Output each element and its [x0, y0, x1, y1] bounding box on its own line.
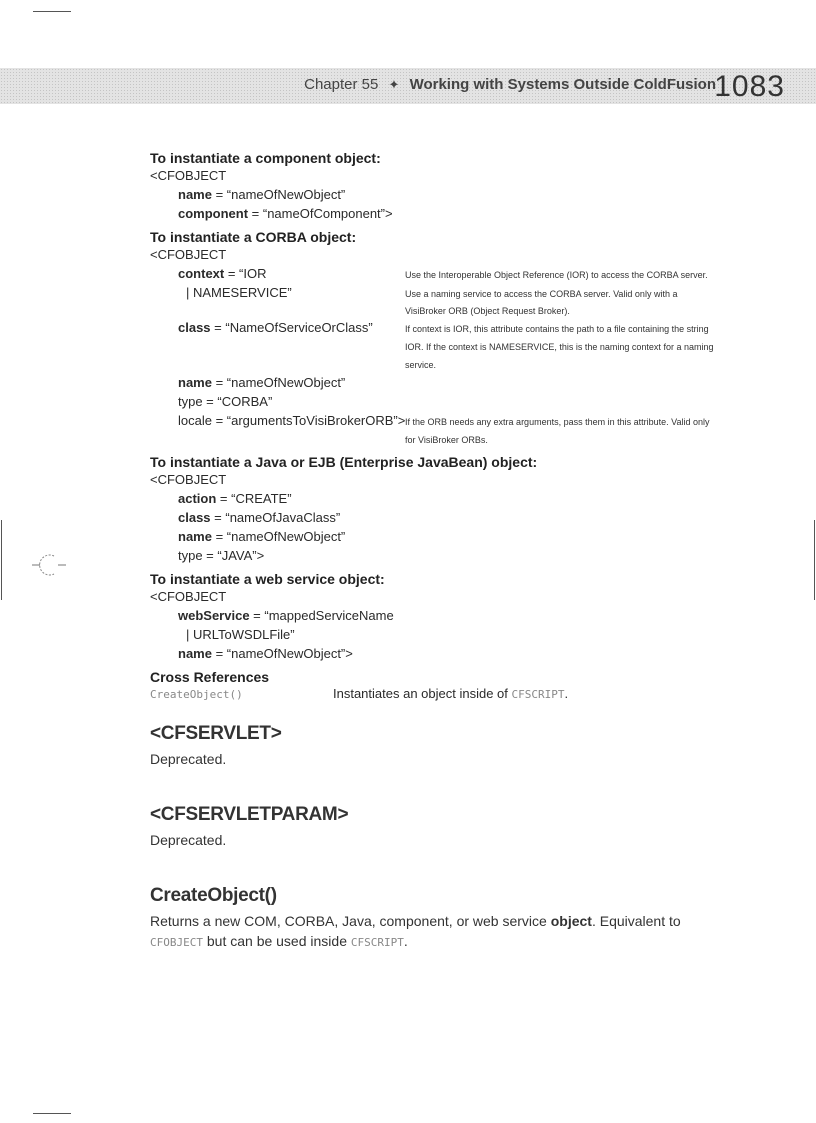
corba-context-row — [150, 264, 750, 283]
crop-mark-bottom-left — [33, 1113, 71, 1114]
corba-note-ior: Use the Interoperable Object Reference (IOR) to access the CORBA server. — [405, 270, 708, 280]
attr-keyword: webService — [178, 608, 250, 623]
corba-note-naming-2: VisiBroker ORB (Object Request Broker). — [405, 306, 570, 316]
cross-reference-function: CreateObject() — [150, 688, 243, 701]
corba-note-class-2: IOR. If the context is NAMESERVICE, this is the naming context for a naming — [405, 342, 714, 352]
chapter-title: Working with Systems Outside ColdFusion — [409, 76, 716, 93]
attr-keyword: action — [178, 491, 217, 506]
corba-note-locale-1: If the ORB needs any extra arguments, pass them in this attribute. Valid only — [405, 417, 710, 427]
java-name-attr — [150, 527, 750, 546]
attr-keyword: name — [178, 529, 212, 544]
chapter-label: Chapter 55 — [304, 76, 379, 93]
crop-mark-left-side — [1, 520, 2, 600]
component-open-tag: <CFOBJECT — [150, 168, 227, 183]
corba-note-naming-1: Use a naming service to access the CORBA server. Valid only with a — [405, 289, 678, 299]
corba-open-tag: <CFOBJECT — [150, 247, 227, 262]
attr-value: = “nameOfNewObject” — [211, 375, 346, 390]
attr-value: = “CREATE” — [216, 491, 292, 506]
inline-code: CFOBJECT — [150, 936, 203, 949]
corba-locale-row — [150, 411, 750, 430]
corba-type-attr: type = “CORBA” — [178, 394, 273, 409]
page-content — [150, 150, 750, 953]
registration-mark-icon — [30, 550, 70, 580]
cfservletparam-body: Deprecated. — [150, 832, 227, 848]
diamond-icon: ✦ — [388, 77, 400, 92]
attr-keyword: name — [178, 646, 212, 661]
corba-class-note-row-2 — [150, 355, 750, 373]
corba-name-attr — [150, 373, 750, 392]
cross-reference-row — [150, 685, 750, 703]
webservice-ws-cont: | URLToWSDLFile” — [186, 627, 295, 642]
attr-value: = “nameOfNewObject” — [211, 187, 346, 202]
webservice-name-attr — [150, 644, 750, 663]
crop-mark-right-side — [814, 520, 815, 600]
corba-context-cont-row — [150, 283, 750, 302]
attr-keyword: name — [178, 375, 212, 390]
corba-locale-note-row — [150, 430, 750, 448]
page-number: 1083 — [714, 70, 785, 103]
corba-class-note-row — [150, 337, 750, 355]
attr-keyword: name — [178, 187, 212, 202]
createobject-line-1: Returns a new COM, CORBA, Java, component, or web service object. Equivalent to — [150, 913, 681, 929]
java-action-attr — [150, 489, 750, 508]
attr-value: = “nameOfComponent”> — [248, 206, 393, 221]
bold-term: object — [550, 913, 592, 929]
inline-code: CFSCRIPT — [511, 688, 565, 701]
corba-note-class-3: service. — [405, 360, 437, 370]
cross-references-heading: Cross References — [150, 669, 270, 685]
component-heading: To instantiate a component object: — [150, 150, 381, 166]
webservice-open-tag: <CFOBJECT — [150, 589, 227, 604]
corba-note-class-1: If context is IOR, this attribute contains the path to a file containing the string — [405, 324, 709, 334]
component-name-attr — [150, 185, 750, 204]
cfservletparam-heading: <CFSERVLETPARAM> — [150, 804, 349, 825]
corba-naming-row — [150, 302, 750, 318]
corba-heading: To instantiate a CORBA object: — [150, 229, 357, 245]
crop-mark-top-left — [33, 11, 71, 12]
java-heading: To instantiate a Java or EJB (Enterprise JavaBean) object: — [150, 454, 538, 470]
running-header — [304, 76, 716, 93]
createobject-line-2: CFOBJECT but can be used inside CFSCRIPT. — [150, 933, 408, 949]
attr-value: = “NameOfServiceOrClass” — [210, 320, 373, 335]
attr-keyword: class — [178, 320, 211, 335]
java-open-tag: <CFOBJECT — [150, 472, 227, 487]
component-component-attr — [150, 204, 750, 223]
attr-keyword: component — [178, 206, 249, 221]
attr-value: = “nameOfNewObject” — [211, 529, 346, 544]
webservice-ws-attr — [150, 606, 750, 625]
attr-value: = “IOR — [224, 266, 267, 281]
webservice-heading: To instantiate a web service object: — [150, 571, 385, 587]
cfservlet-heading: <CFSERVLET> — [150, 723, 282, 744]
corba-class-row — [150, 318, 750, 337]
corba-locale-attr: locale = “argumentsToVisiBrokerORB”> — [178, 413, 406, 428]
attr-continuation: | NAMESERVICE” — [186, 285, 292, 300]
attr-value: = “nameOfNewObject”> — [211, 646, 353, 661]
cfservlet-body: Deprecated. — [150, 751, 227, 767]
createobject-body — [150, 911, 750, 953]
inline-code: CFSCRIPT — [350, 936, 404, 949]
attr-value: = “nameOfJavaClass” — [210, 510, 341, 525]
attr-keyword: class — [178, 510, 211, 525]
attr-keyword: context — [178, 266, 225, 281]
cross-reference-description: Instantiates an object inside of CFSCRIPT. — [333, 686, 569, 701]
createobject-heading: CreateObject() — [150, 885, 277, 906]
corba-note-locale-2: for VisiBroker ORBs. — [405, 435, 488, 445]
java-class-attr — [150, 508, 750, 527]
attr-value: = “mappedServiceName — [249, 608, 394, 623]
java-type-attr: type = “JAVA”> — [178, 548, 265, 563]
